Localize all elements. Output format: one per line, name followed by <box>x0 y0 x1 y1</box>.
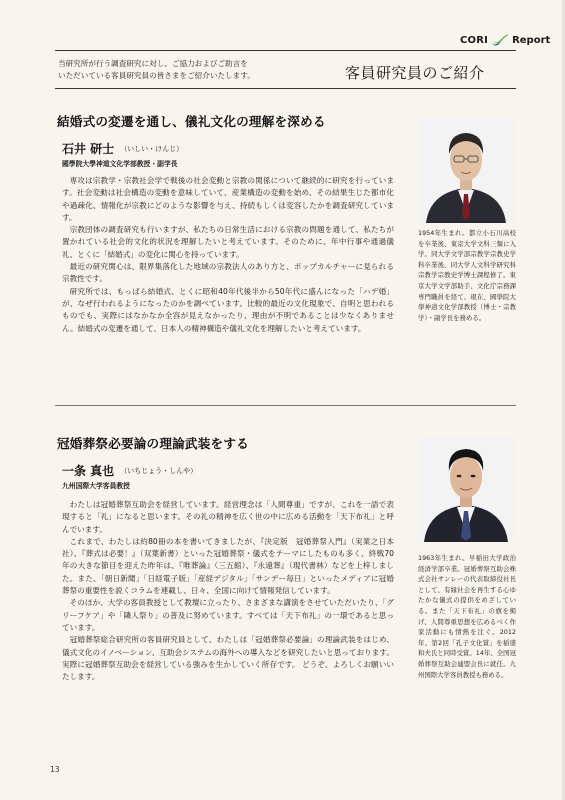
article-2-paragraph-4: 冠婚葬祭総合研究所の客員研究員として、わたしは「冠婚葬祭必要論」の理論武装をはじめ、儀式文化のイノベーション、互助会システムの海外への導入などを研究したいと思っております。実際に冠婚葬祭互助会を経営している強みを生かしていく所存です。 どうぞ、よろしくお願いいたします。 <box>62 635 394 682</box>
article-2-author-name: 一条 真也 <box>62 464 115 478</box>
article-1-author-name: 石井 研士 <box>62 142 115 156</box>
article-1-author <box>62 140 183 157</box>
article-1-bio: 1954年生まれ。都立小石川高校を卒業後、東京大学文科三類に入学。同大学文学部宗教学宗教史学科卒業後、同大学人文科学研究科宗教学宗教史学博士課程修了。東京大学文学部助手、文化庁宗務課専門職員を経て、現在、國學院大學神道文化学部教授（博士・宗教学）・副学長を務める。 <box>418 229 516 322</box>
intro-line-2: いただいている客員研究員の皆さまをご紹介いたします。 <box>58 71 255 80</box>
article-1-title: 結婚式の変遷を通し、儀礼文化の理解を深める <box>57 114 326 129</box>
logo-text-cori: CORI <box>460 34 489 46</box>
article-2-bio: 1963年生まれ。早稲田大学政治経済学部卒業。冠婚葬祭互助会株式会社サンレーの代表取締役社長として、有縁社会を再生する心ゆたかな儀式の提供をめざしている。また「天下布礼」の旗を掲げ、人間尊重思想を広めるべく作家活動にも情熱を注ぐ。2012年、第2回「孔子文化賞」を稲盛和夫氏と同時受賞。14年、全国冠婚葬祭互助会連盟会長に就任。九州国際大学客員教授も務める。 <box>418 554 516 679</box>
cori-report-logo <box>460 32 550 48</box>
logo-text-report: Report <box>512 34 551 46</box>
article-2-body <box>62 499 394 683</box>
header-bottom-divider <box>55 88 516 89</box>
article-2-title: 冠婚葬祭必要論の理論武装をする <box>57 436 249 451</box>
article-divider <box>55 405 516 406</box>
article-1-paragraph-3: 最近の研究関心は、限界集落化した地域の宗教法人のあり方と、ポップカルチャーに見られる宗教性です。 <box>62 262 394 284</box>
page-number: 13 <box>50 765 60 774</box>
page-title: 客員研究員のご紹介 <box>345 64 485 82</box>
article-2-author <box>62 462 197 479</box>
article-2-paragraph-1: わたしは冠婚葬祭互助会を経営しています。経営理念は「人間尊重」ですが、これを一語で表現すると「礼」になると思います。その礼の精神を広く世の中に広める活動を「天下布礼」と呼んでいます。 <box>62 500 394 534</box>
article-1-paragraph-4: 研究所では、もっぱら結婚式、とくに昭和40年代後半から50年代に盛んになった「ハデ婚」が、なぜ行われるようになったのかを調べています。比較的最近の文化現象で、自明と思われるものでも、実際にはなかなか全容が見えなかったり、理由が不明であることは少なくありません。結婚式の変遷を通して、日本人の精神構造や儀礼文化を理解したいと考えています。 <box>62 286 394 333</box>
article-2-affiliation: 九州国際大学客員教授 <box>62 482 130 490</box>
swoosh-check-icon <box>490 33 510 47</box>
author-photo-ichijo <box>418 437 514 542</box>
author-photo-ishii <box>418 118 514 223</box>
article-2-paragraph-2: これまで、わたしは約80冊の本を書いてきましたが、『決定版 冠婚葬祭入門』（実業之日本社）、『葬式は必要！』（双葉新書）といった冠婚葬祭・儀式をテーマにしたものも多く、終戦70年の大きな節目を迎えた昨年は、『唯葬論』（三五館）、『永遠葬』（現代書林）などを上梓しました。また、「朝日新聞」「日経電子版」「産経デジタル」「サンデー毎日」といったメディアに冠婚葬祭の重要性を説くコラムを連載し、日々、全国に向けて情報発信しています。 <box>62 536 394 596</box>
header-top-divider <box>55 50 516 51</box>
intro-text <box>58 58 318 82</box>
intro-line-1: 当研究所が行う調査研究に対し、ご協力およびご助言を <box>58 59 248 68</box>
article-2-paragraph-3: そのほか、大学の客員教授として教壇に立ったり、さまざまな講演をさせていただいたり、「グリーフケア」や「隣人祭り」の普及に努めています。すべては「天下布礼」の一環であると思っています。 <box>62 598 394 632</box>
article-1-affiliation: 國學院大學神道文化学部教授・副学長 <box>62 160 178 168</box>
article-2-author-ruby: （いちじょう・しんや） <box>120 467 198 475</box>
article-1-body <box>62 175 394 335</box>
article-1-paragraph-1: 専攻は宗教学・宗教社会学で戦後の社会変動と宗教の関係について継続的に研究を行っています。社会変動は社会構造の変動を意味していて、産業構造の変動を始め、その結果生じた都市化や過疎化、情報化が宗教にどのような影響を与え、持続もしくは変容したかを調査研究しています。 <box>62 176 394 222</box>
article-1-author-ruby: （いしい・けんじ） <box>120 145 184 153</box>
article-1-paragraph-2: 宗教団体の調査研究も行いますが、私たちの日常生活における宗教の問題を通して、私たちが置かれている社会的文化的状況を理解したいと考えています。そのために、年中行事や通過儀礼、とくに「結婚式」の変化に関心を持っています。 <box>62 225 394 259</box>
